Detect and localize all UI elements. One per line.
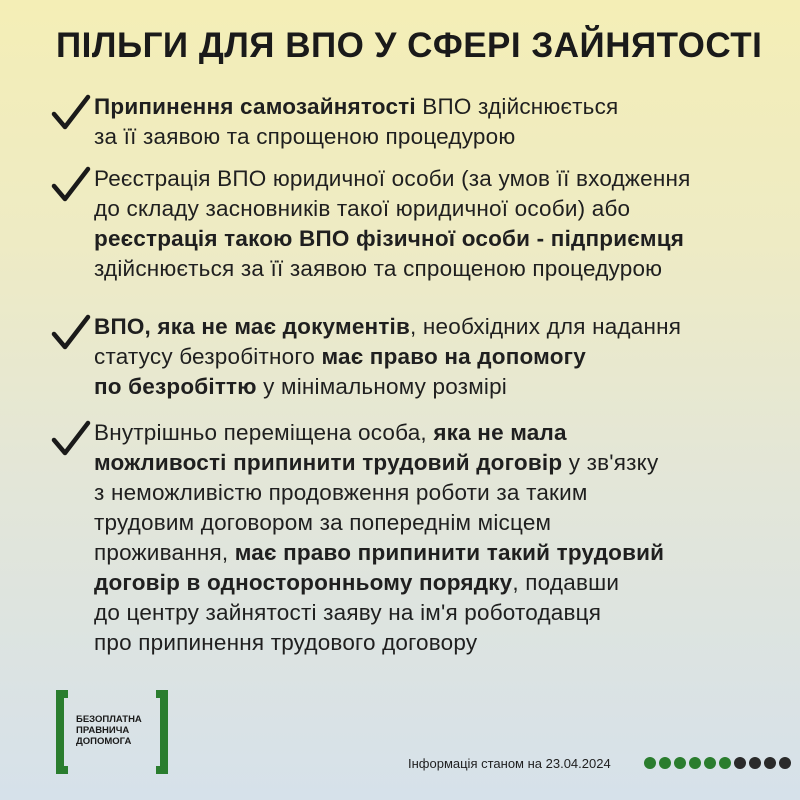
text-run: здійснюється за її заявою та спрощеною процедурою: [94, 256, 663, 281]
checkmark-icon: [50, 164, 92, 206]
benefit-text-3: [94, 312, 780, 402]
benefit-text-4: [94, 418, 780, 658]
logo-bracket-right: [156, 690, 168, 774]
page-title: ПІЛЬГИ ДЛЯ ВПО У СФЕРІ ЗАЙНЯТОСТІ: [56, 26, 763, 65]
text-line: [94, 478, 780, 508]
legal-aid-logo: [56, 690, 168, 774]
progress-dot-active: [704, 757, 716, 769]
text-line: [94, 538, 780, 568]
benefit-text-1: [94, 92, 780, 152]
progress-dots: [644, 757, 791, 769]
text-line: [94, 92, 780, 122]
logo-line-3: ДОПОМОГА: [76, 736, 132, 747]
benefit-text-2: [94, 164, 780, 284]
text-run: до центру зайнятості заяву на ім'я роботодавця: [94, 600, 602, 625]
progress-dot-active: [644, 757, 656, 769]
text-line: [94, 372, 780, 402]
text-line: [94, 194, 780, 224]
benefit-item-3: [50, 312, 780, 402]
text-run: статусу безробітного: [94, 344, 322, 369]
text-line: [94, 224, 780, 254]
text-line: [94, 508, 780, 538]
logo-text: [76, 714, 142, 747]
text-line: [94, 164, 780, 194]
progress-dot-inactive: [779, 757, 791, 769]
text-line: [94, 628, 780, 658]
bold-text-run: Припинення самозайнятості: [94, 94, 416, 119]
progress-dot-inactive: [749, 757, 761, 769]
bold-text-run: можливості припинити трудовий договір: [94, 450, 563, 475]
bold-text-run: яка не мала: [433, 420, 567, 445]
progress-dot-active: [674, 757, 686, 769]
info-date-note: Інформація станом на 23.04.2024: [408, 756, 611, 771]
text-line: [94, 254, 780, 284]
text-run: у мінімальному розмірі: [256, 374, 507, 399]
progress-dot-inactive: [734, 757, 746, 769]
text-run: ВПО здійснюється: [415, 94, 619, 119]
benefit-item-2: [50, 164, 780, 284]
text-run: Внутрішньо переміщена особа,: [94, 420, 434, 445]
text-run: , необхідних для надання: [410, 314, 682, 339]
bold-text-run: по безробіттю: [94, 374, 257, 399]
checkmark-icon: [50, 92, 92, 134]
bold-text-run: має право на допомогу: [321, 344, 586, 369]
bold-text-run: реєстрація такою ВПО фізичної особи - підприємця: [94, 226, 685, 251]
text-run: про припинення трудового договору: [94, 630, 478, 655]
text-run: до складу засновників такої юридичної особи) або: [94, 196, 631, 221]
progress-dot-active: [659, 757, 671, 769]
bold-text-run: має право припинити такий трудовий: [234, 540, 665, 565]
bold-text-run: договір в односторонньому порядку: [94, 570, 513, 595]
benefit-item-1: [50, 92, 780, 152]
text-line: [94, 448, 780, 478]
logo-bracket-left: [56, 690, 68, 774]
logo-line-2: ПРАВНИЧА: [76, 725, 130, 736]
text-run: у зв'язку: [562, 450, 659, 475]
progress-dot-inactive: [764, 757, 776, 769]
text-run: Реєстрація ВПО юридичної особи (за умов її входження: [94, 166, 691, 191]
progress-dot-active: [719, 757, 731, 769]
checkmark-icon: [50, 312, 92, 354]
logo-line-1: БЕЗОПЛАТНА: [76, 714, 142, 725]
text-line: [94, 312, 780, 342]
progress-dot-active: [689, 757, 701, 769]
text-line: [94, 122, 780, 152]
checkmark-icon: [50, 418, 92, 460]
text-line: [94, 418, 780, 448]
text-run: трудовим договором за попереднім місцем: [94, 510, 552, 535]
benefit-item-4: [50, 418, 780, 658]
text-run: проживання,: [94, 540, 235, 565]
bold-text-run: ВПО, яка не має документів: [94, 314, 411, 339]
text-line: [94, 568, 780, 598]
text-run: з неможливістю продовження роботи за таким: [94, 480, 588, 505]
text-run: , подавши: [512, 570, 620, 595]
text-line: [94, 342, 780, 372]
text-line: [94, 598, 780, 628]
text-run: за її заявою та спрощеною процедурою: [94, 124, 516, 149]
